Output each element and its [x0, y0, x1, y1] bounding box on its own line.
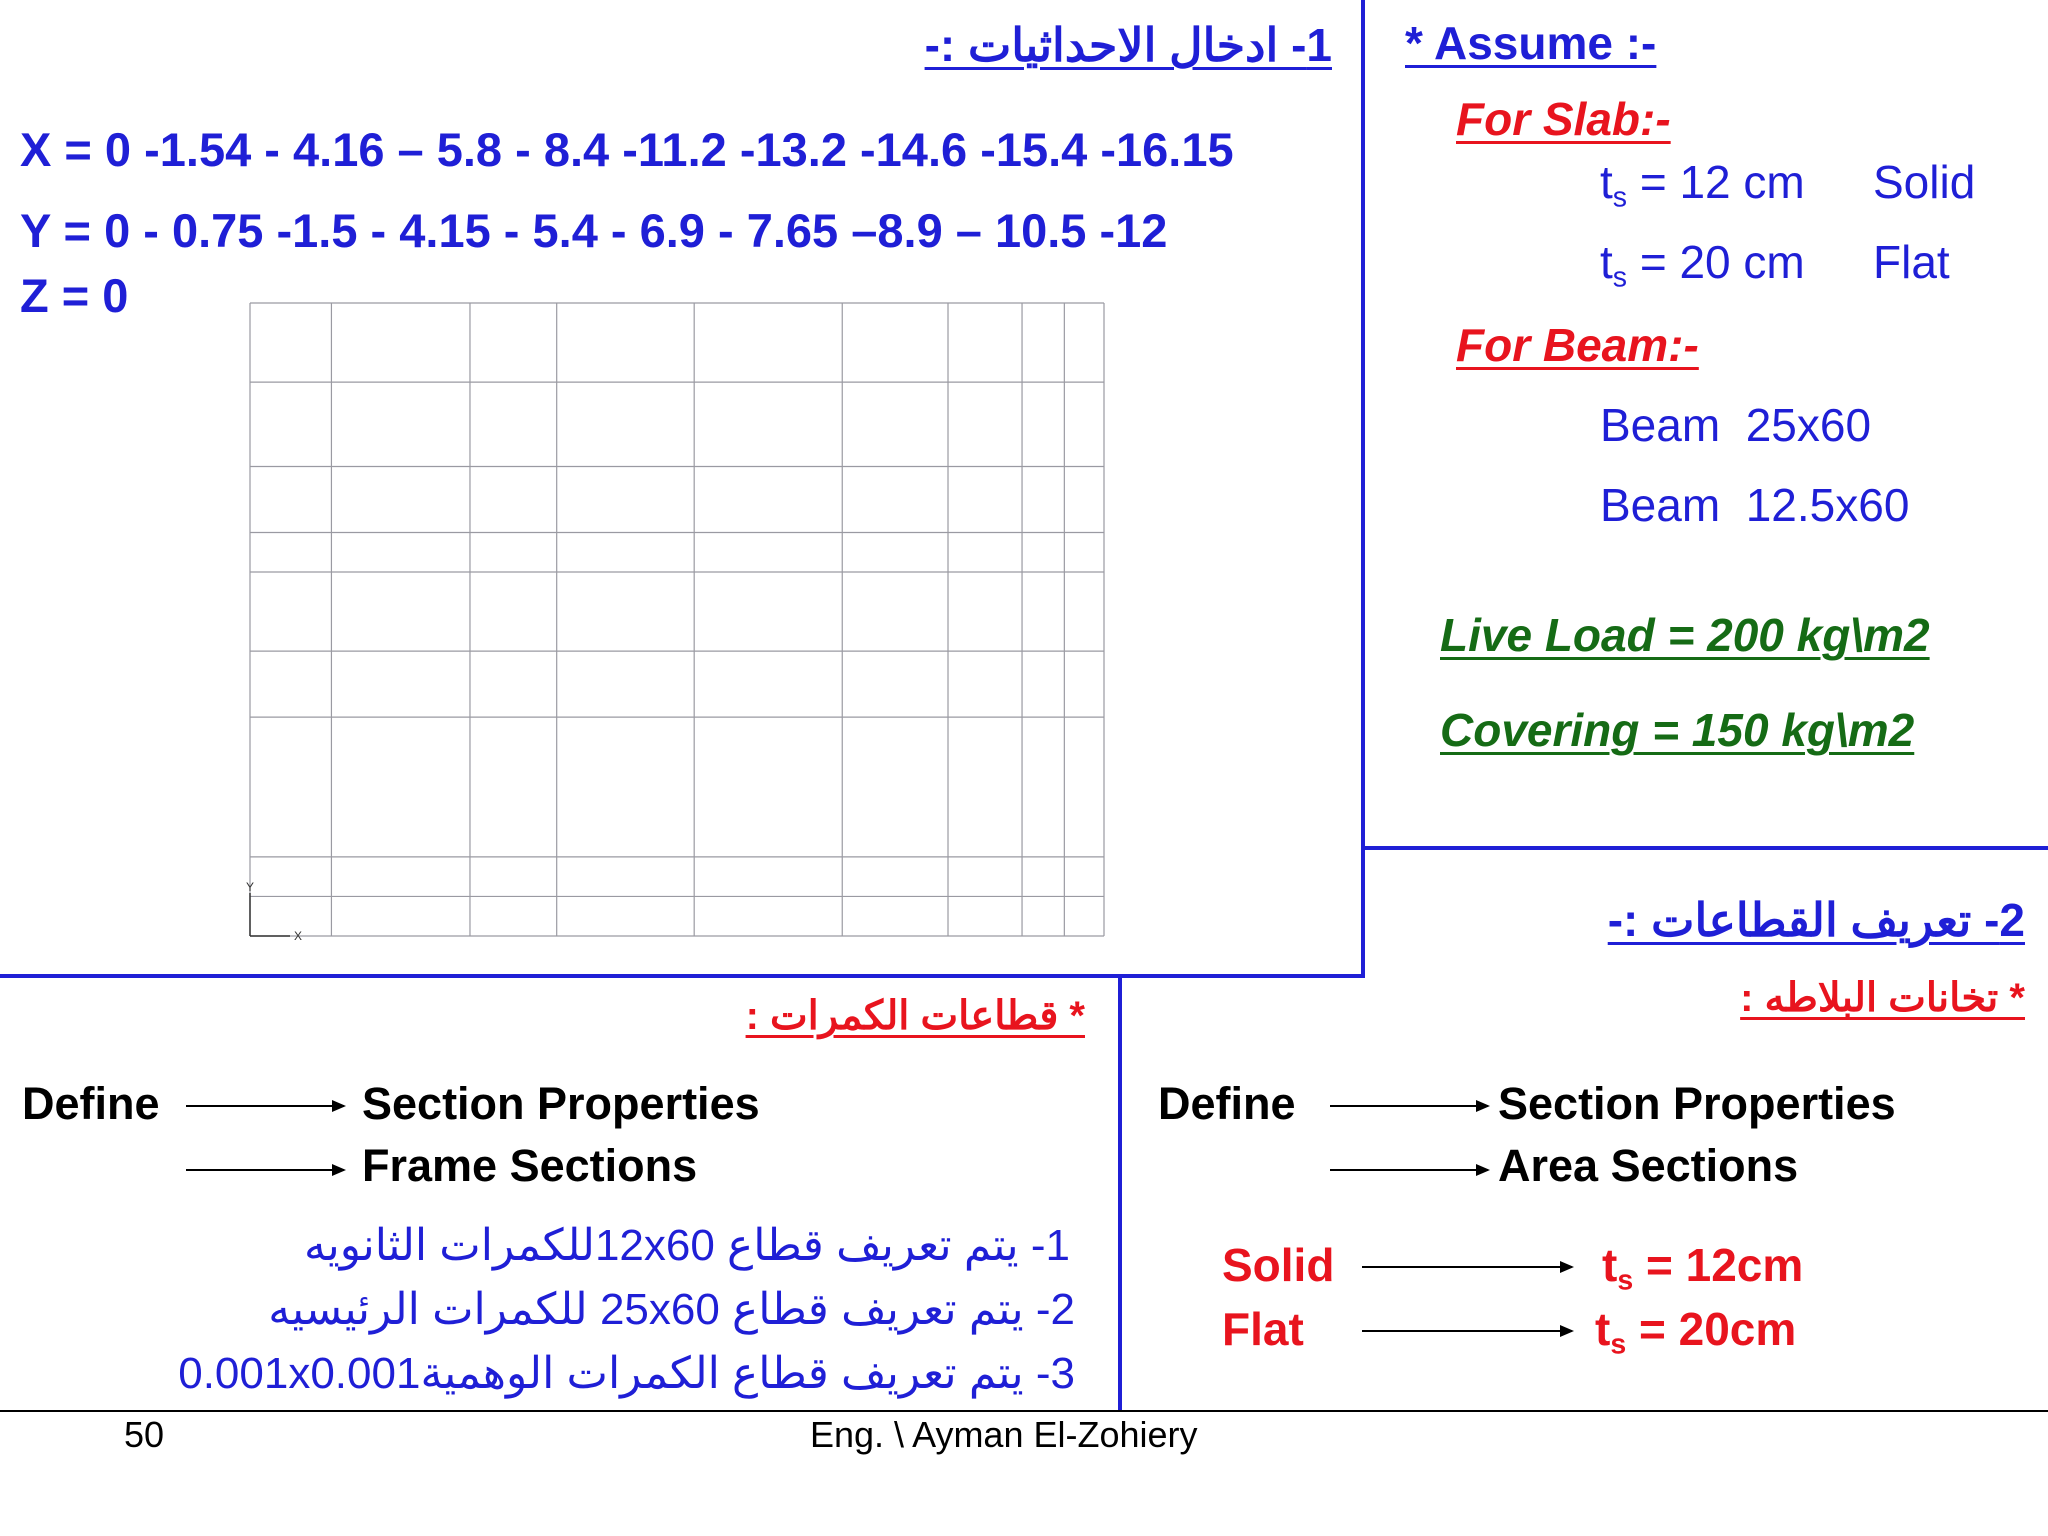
assume-heading: * Assume :- — [1405, 17, 1657, 69]
axis-y-label: Y — [246, 880, 255, 894]
live-load: Live Load = 200 kg\m2 — [1440, 609, 1930, 661]
slab-heading: For Slab:- — [1456, 93, 1671, 145]
beam-note-1: 1- يتم تعريف قطاع 12x60للكمرات الثانويه — [303, 1221, 1070, 1270]
beam-note-2: 2- يتم تعريف قطاع 25x60 للكمرات الرئيسيه — [268, 1285, 1075, 1334]
solid-t: t — [1602, 1239, 1618, 1291]
arrow-right-1 — [1330, 1105, 1488, 1107]
define-label-right: Define — [1158, 1078, 1296, 1129]
footer-rule — [0, 1410, 2048, 1412]
frame-sections: Frame Sections — [362, 1140, 698, 1191]
z-coords-line: Z = 0 — [20, 269, 129, 322]
x-coords-line: X = 0 -1.54 - 4.16 – 5.8 - 8.4 -11.2 -13.2 -14.6 -15.4 -16.15 — [20, 123, 1234, 176]
arrow-solid — [1362, 1266, 1572, 1268]
slab-item-type: Flat — [1873, 236, 1950, 288]
coords-heading: 1- ادخال الاحداثيات :- — [924, 19, 1332, 71]
page-number: 50 — [124, 1414, 165, 1455]
slab-item-sub: s — [1612, 181, 1628, 214]
beam-item-2: Beam 12.5x60 — [1600, 479, 1910, 531]
section-properties-right: Section Properties — [1498, 1078, 1896, 1129]
arrow-right-2 — [1330, 1169, 1488, 1171]
covering-load: Covering = 150 kg\m2 — [1440, 704, 1915, 756]
flat-label: Flat — [1222, 1303, 1304, 1355]
slab-item-var: t — [1600, 236, 1613, 288]
flat-thickness — [1595, 1302, 1796, 1362]
beam-sections-heading: * قطاعات الكمرات : — [745, 994, 1085, 1038]
sections-heading: 2- تعريف القطاعات :- — [1607, 894, 2025, 946]
flat-t: t — [1595, 1303, 1611, 1355]
solid-label: Solid — [1222, 1239, 1335, 1291]
solid-value: = 12cm — [1633, 1239, 1804, 1291]
area-sections: Area Sections — [1498, 1140, 1799, 1191]
beam-heading: For Beam:- — [1456, 319, 1699, 371]
arrow-left-1 — [186, 1105, 344, 1107]
slab-item-flat — [1600, 235, 1950, 295]
coordinate-grid — [230, 295, 1110, 945]
slab-item-sub: s — [1612, 261, 1628, 294]
divider-horizontal-right — [1361, 846, 2048, 850]
flat-sub: s — [1610, 1328, 1627, 1361]
beam-item-1: Beam 25x60 — [1600, 399, 1872, 451]
y-coords-line: Y = 0 - 0.75 -1.5 - 4.15 - 5.4 - 6.9 - 7.65 –8.9 – 10.5 -12 — [20, 204, 1168, 257]
slab-item-value: = 12 cm — [1627, 156, 1805, 208]
author: Eng. \ Ayman El-Zohiery — [810, 1414, 1198, 1455]
beam-note-3: 3- يتم تعريف قطاع الكمرات الوهمية0.001x0.001 — [178, 1349, 1075, 1398]
slab-item-var: t — [1600, 156, 1613, 208]
divider-vertical-top — [1361, 0, 1365, 978]
slab-thickness-heading: * تخانات البلاطه : — [1740, 976, 2025, 1020]
divider-horizontal-left — [0, 974, 1365, 978]
slab-item-type: Solid — [1873, 156, 1976, 208]
solid-thickness — [1602, 1238, 1803, 1298]
slab-item-value: = 20 cm — [1627, 236, 1805, 288]
solid-sub: s — [1617, 1264, 1634, 1297]
define-label-left: Define — [22, 1078, 160, 1129]
slab-item-solid — [1600, 155, 1976, 215]
section-properties-left: Section Properties — [362, 1078, 760, 1129]
arrow-left-2 — [186, 1169, 344, 1171]
axis-x-label: X — [294, 929, 303, 943]
arrow-flat — [1362, 1330, 1572, 1332]
flat-value: = 20cm — [1626, 1303, 1797, 1355]
divider-vertical-bottom — [1118, 974, 1122, 1412]
